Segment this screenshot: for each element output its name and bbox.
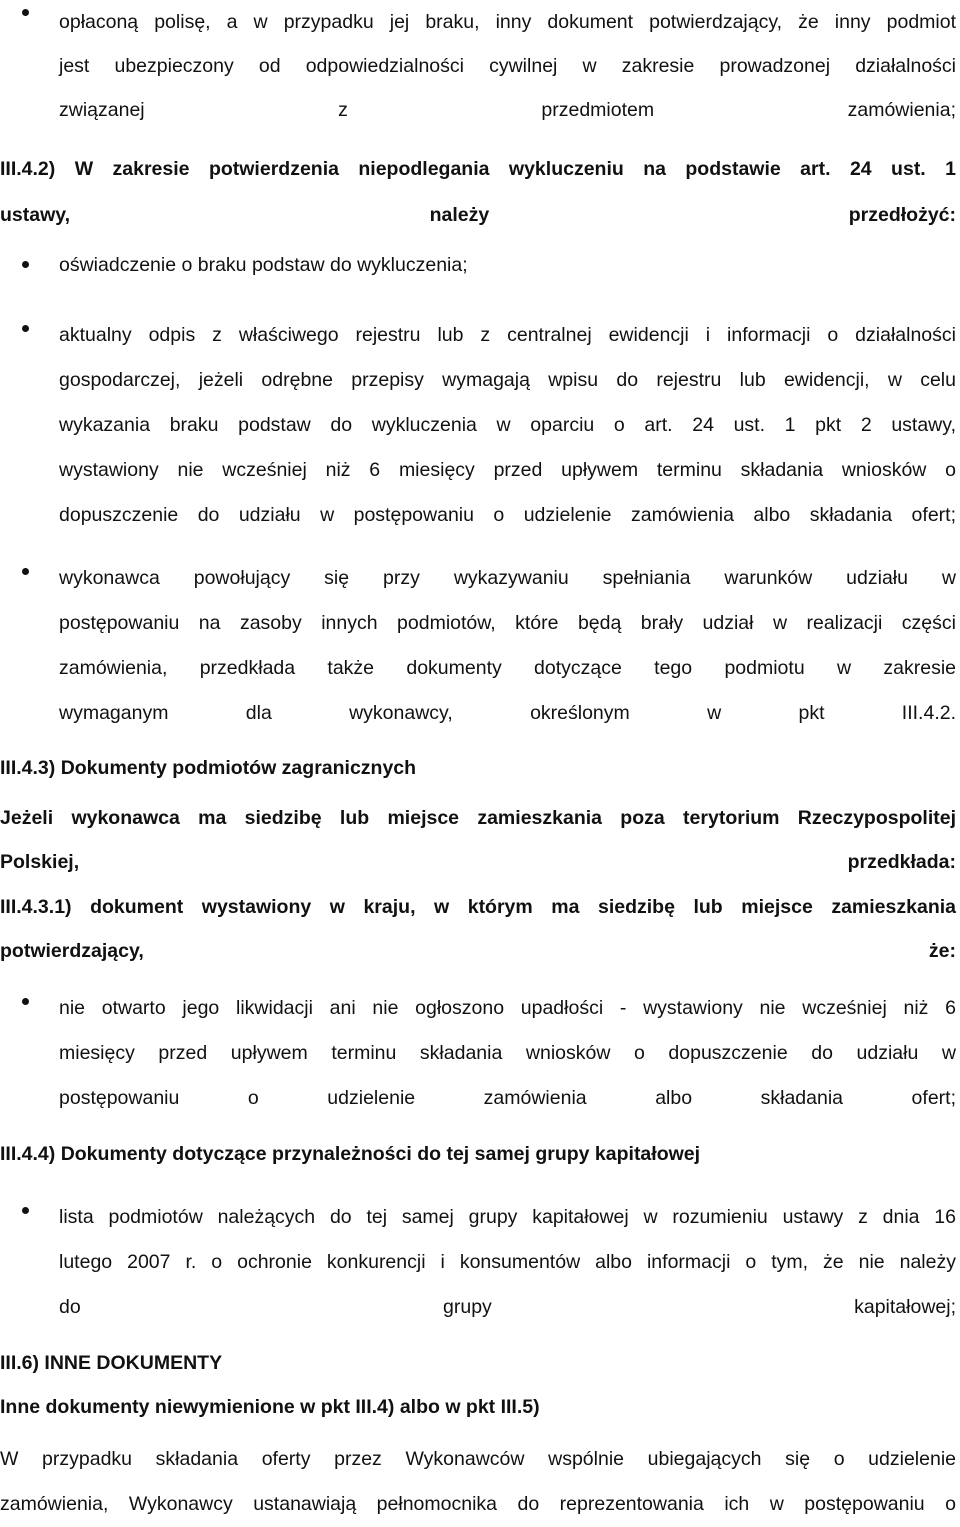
heading-line: potwierdzający, że:: [0, 940, 956, 962]
heading-line: III.4.2) W zakresie potwierdzenia niepodlegania wykluczeniu na podstawie art. 24 ust. 1: [0, 158, 956, 180]
heading-line: ustawy, należy przedłożyć:: [0, 204, 956, 226]
text-line: postępowaniu na zasoby innych podmiotów, które będą brały udział w realizacji części: [59, 612, 956, 634]
bullet-item-policy: [59, 0, 956, 132]
heading-line: III.4.3.1) dokument wystawiony w kraju, w którym ma siedzibę lub miejsce zamieszkania: [0, 896, 956, 918]
heading-line: Polskiej, przedkłada:: [0, 851, 956, 873]
text-line: W przypadku składania oferty przez Wykonawców wspólnie ubiegających się o udzielenie: [0, 1448, 956, 1470]
text-line: do grupy kapitałowej;: [59, 1296, 956, 1318]
text-line: gospodarczej, jeżeli odrębne przepisy wymagają wpisu do rejestru lub ewidencji, w celu: [59, 369, 956, 391]
bullet-icon: [22, 325, 29, 332]
heading-line: Jeżeli wykonawca ma siedzibę lub miejsce zamieszkania poza terytorium Rzeczypospolitej: [0, 807, 956, 829]
text-line: zamówienia, przedkłada także dokumenty dotyczące tego podmiotu w zakresie: [59, 657, 956, 679]
section-heading-3-4-3: [0, 753, 956, 783]
section-heading-3-4-2: [0, 146, 956, 238]
list-item: [59, 250, 956, 280]
bullet-icon: [22, 1207, 29, 1214]
text-line: oświadczenie o braku podstaw do wykluczenia;: [59, 254, 468, 276]
text-line: aktualny odpis z właściwego rejestru lub z centralnej ewidencji i informacji o działalności: [59, 324, 956, 346]
bullet-icon: [22, 261, 29, 268]
list-item: [59, 313, 956, 538]
list-item: [59, 986, 956, 1121]
text-line: zamówienia, Wykonawcy ustanawiają pełnomocnika do reprezentowania ich w postępowaniu o: [0, 1493, 956, 1515]
section-intro-foreign: [0, 796, 956, 884]
text-line: lista podmiotów należących do tej samej grupy kapitałowej w rozumieniu ustawy z dnia 16: [59, 1206, 956, 1228]
section-heading-3-4-4: [0, 1139, 956, 1169]
heading-line: Inne dokumenty niewymienione w pkt III.4) albo w pkt III.5): [0, 1396, 540, 1418]
heading-line: III.4.3) Dokumenty podmiotów zagranicznych: [0, 757, 417, 779]
text-line: jest ubezpieczony od odpowiedzialności cywilnej w zakresie prowadzonej działalności: [59, 55, 956, 77]
section-heading-3-4-3-1: [0, 885, 956, 973]
bullet-icon: [22, 9, 29, 16]
heading-line: III.4.4) Dokumenty dotyczące przynależności do tej samej grupy kapitałowej: [0, 1143, 701, 1165]
list-item: [59, 1195, 956, 1330]
text-line: wykonawca powołujący się przy wykazywaniu spełniania warunków udziału w: [59, 567, 956, 589]
text-line: lutego 2007 r. o ochronie konkurencji i konsumentów albo informacji o tym, że nie należy: [59, 1251, 956, 1273]
text-line: wymaganym dla wykonawcy, określonym w pkt III.4.2.: [59, 702, 956, 724]
bullet-icon: [22, 998, 29, 1005]
text-line: wykazania braku podstaw do wykluczenia w oparciu o art. 24 ust. 1 pkt 2 ustawy,: [59, 414, 956, 436]
text-line: nie otwarto jego likwidacji ani nie ogłoszono upadłości - wystawiony nie wcześniej niż 6: [59, 997, 956, 1019]
paragraph-consortium: [0, 1437, 956, 1527]
text-line: miesięcy przed upływem terminu składania wniosków o dopuszczenie do udziału w: [59, 1042, 956, 1064]
text-line: związanej z przedmiotem zamówienia;: [59, 99, 956, 121]
text-line: wystawiony nie wcześniej niż 6 miesięcy przed upływem terminu składania wniosków o: [59, 459, 956, 481]
text-line: opłaconą polisę, a w przypadku jej braku, inny dokument potwierdzający, że inny podmiot: [59, 11, 956, 33]
list-item: [59, 556, 956, 736]
section-subheading-3-6: [0, 1392, 956, 1422]
section-heading-3-6: [0, 1348, 956, 1378]
bullet-icon: [22, 568, 29, 575]
text-line: postępowaniu o udzielenie zamówienia albo składania ofert;: [59, 1087, 956, 1109]
text-line: dopuszczenie do udziału w postępowaniu o udzielenie zamówienia albo składania ofert;: [59, 504, 956, 526]
heading-line: III.6) INNE DOKUMENTY: [0, 1352, 223, 1374]
